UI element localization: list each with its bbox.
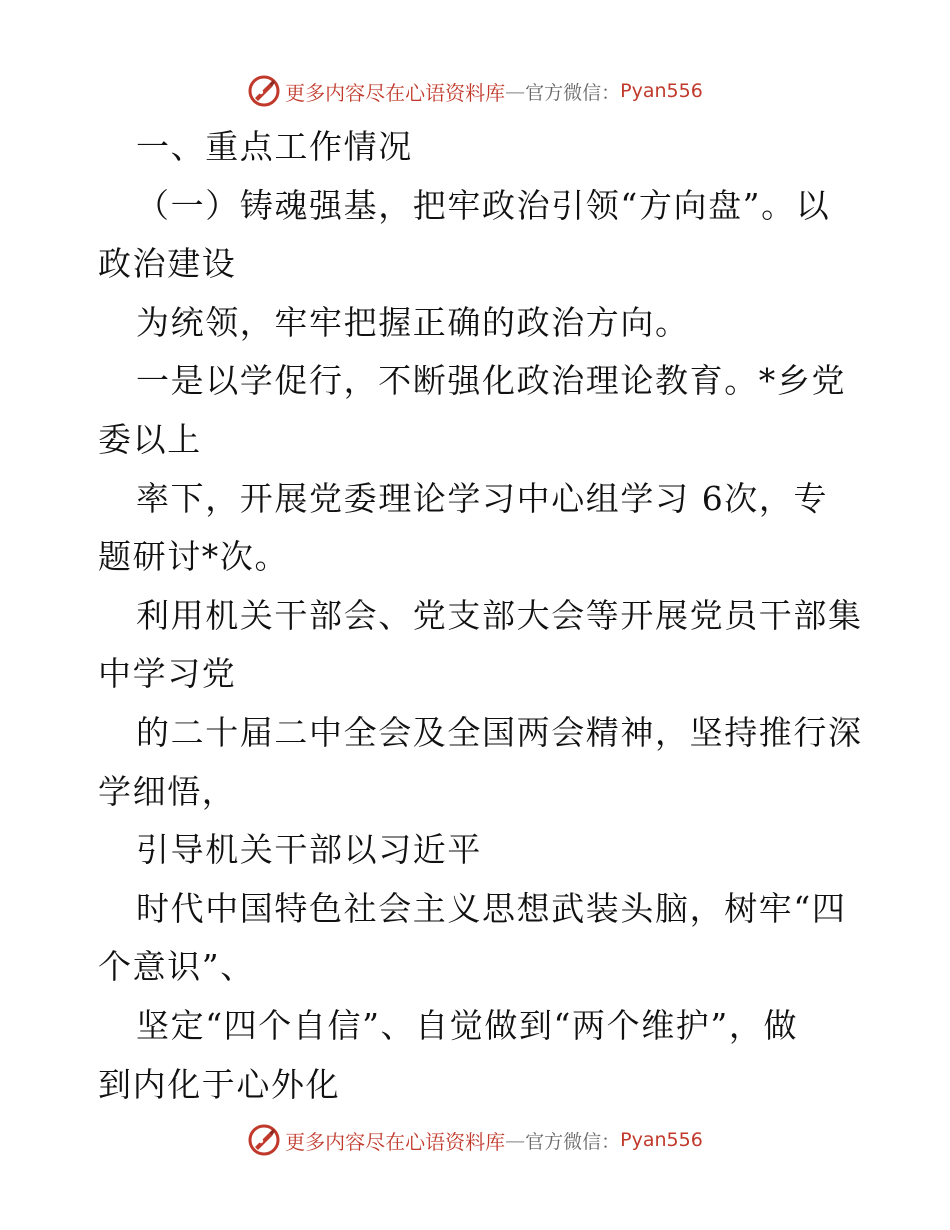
watermark-dash: — bbox=[505, 79, 526, 103]
text-line: 政治建设 bbox=[98, 244, 237, 284]
text-line: 利用机关干部会、党支部大会等开展党员干部集 bbox=[136, 595, 863, 635]
watermark-wechat-label: 官方微信： bbox=[525, 81, 621, 104]
text-line: （一）铸魂强基，把牢政治引领“方向盘”。以 bbox=[136, 185, 831, 225]
text-line: 委以上 bbox=[98, 419, 202, 459]
text-line: 时代中国特色社会主义思想武装头脑，树牢“四 bbox=[136, 888, 847, 928]
text-line: 为统领，牢牢把握正确的政治方向。 bbox=[136, 302, 690, 342]
watermark-wechat-label: 官方微信： bbox=[525, 1130, 621, 1153]
text-line: 一、重点工作情况 bbox=[136, 127, 413, 166]
watermark-dash: — bbox=[505, 1128, 526, 1152]
text-line: 率下，开展党委理论学习中心组学习 6次，专 bbox=[136, 478, 829, 518]
watermark-text: 更多内容尽在心语资料库 bbox=[285, 1129, 506, 1154]
document-body bbox=[98, 118, 863, 1114]
text-line: 题研讨*次。 bbox=[98, 537, 290, 577]
text-line: 学细悟， bbox=[98, 771, 237, 811]
header-watermark bbox=[0, 71, 950, 111]
text-line: 坚定“四个自信”、自觉做到“两个维护”，做 bbox=[136, 1005, 799, 1045]
pen-logo-icon bbox=[247, 74, 281, 108]
text-line: 到内化于心外化 bbox=[98, 1064, 341, 1104]
text-line: 一是以学促行，不断强化政治理论教育。*乡党 bbox=[136, 361, 847, 401]
watermark-wechat-id: Pyan556 bbox=[620, 80, 703, 102]
text-line: 的二十届二中全会及全国两会精神，坚持推行深 bbox=[136, 712, 863, 752]
footer-watermark bbox=[0, 1120, 950, 1160]
text-line: 个意识”、 bbox=[98, 947, 255, 987]
watermark-text: 更多内容尽在心语资料库 bbox=[285, 80, 506, 105]
text-line: 引导机关干部以习近平 bbox=[136, 830, 482, 870]
text-line: 中学习党 bbox=[98, 654, 237, 694]
pen-logo-icon bbox=[247, 1123, 281, 1157]
watermark-wechat-id: Pyan556 bbox=[620, 1129, 703, 1151]
